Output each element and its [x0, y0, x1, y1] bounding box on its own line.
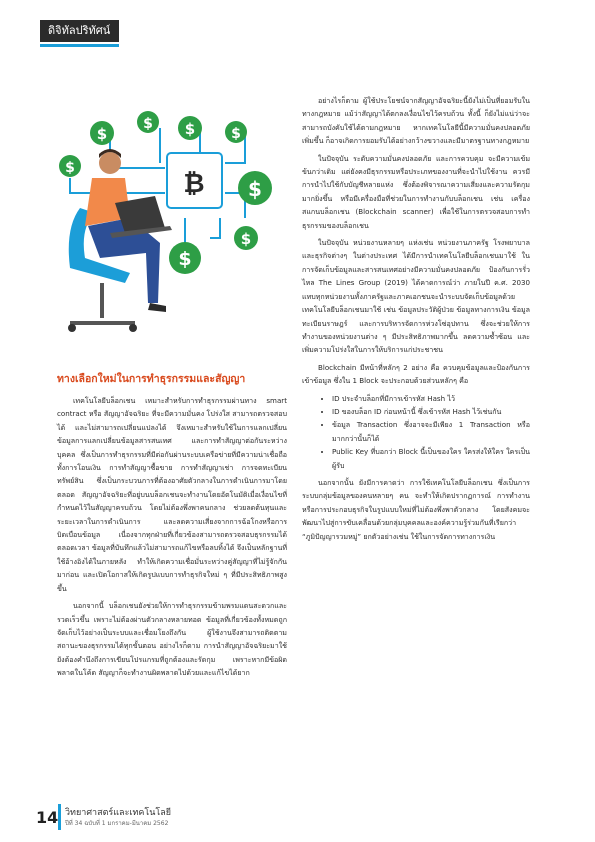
column-right — [302, 94, 530, 547]
section-title: ทางเลือกใหม่ในการทำธุรกรรมและสัญญา — [57, 373, 246, 385]
column-left — [57, 394, 287, 684]
svg-text:$: $ — [240, 230, 252, 248]
svg-text:$: $ — [178, 248, 192, 270]
list-item: • Public Key ที่บอกว่า Block นี้เป็นของใคร ใครส่งให้ใคร ใครเป็นผู้รับ — [332, 445, 530, 472]
svg-text:₿: ₿ — [183, 169, 205, 199]
section-tag-underline — [40, 44, 119, 47]
svg-text:$: $ — [96, 125, 108, 143]
paragraph: ในปัจจุบัน ระดับความมั่นคงปลอดภัย และการควบคุม จะมีความเข้มข้นกว่าเดิม แต่ยังคงมีธุรกรรมหรือประเภทของงานที่จะนำไปใช้งาน ควรมีการนำไปใช้กับบัญชีหลายแห่ง ซึ่งต้องพิจารณาความเสี่ยงและความรัดกุมมากยิ่งขึ้น หรือมีเครื่องมือที่ช่วยในการทำงานกับบล็อกเชน เช่น เครื่องสแกนบล็อกเชน (Blockchain scanner) เพื่อใช้ในการตรวจสอบการทำธุรกรรมของบล็อกเชน — [302, 153, 530, 230]
svg-text:$: $ — [65, 160, 75, 176]
paragraph: ในปัจจุบัน หน่วยงานหลายๆ แห่งเช่น หน่วยงานภาครัฐ โรงพยาบาล และธุรกิจต่างๆ ในต่างประเทศ ได้มีการนำเทคโนโลยีบล็อกเชนมาใช้ ในการจัดเก็บข้อมูลและสารสนเทศอย่างมีความมั่นคงปลอดภัย ป้องกันการรั่วไหล The Lines Group (2019) ได้คาดการณ์ว่า ภายในปี ค.ศ. 2030 แทบทุกหน่วยงานทั้งภาครัฐและภาคเอกชนจะนำระบบจัดเก็บข้อมูลด้วยเทคโนโลยีบล็อกเชนมาใช้ เช่น ข้อมูลประวัติผู้ป่วย ข้อมูลทางการเงิน ข้อมูลทะเบียนราษฎร์ และการบริหารจัดการห่วงโซ่อุปทาน ซึ่งจะช่วยให้การทำงานของหน่วยงานต่าง ๆ มีประสิทธิภาพมากขึ้น ลดความซ้ำซ้อน และเพิ่มความโปร่งใสในการให้บริการแก่ประชาชน — [302, 238, 530, 355]
bitcoin-icon — [167, 153, 222, 208]
svg-text:$: $ — [143, 116, 153, 132]
list-item: • ID ประจำบล็อกที่มีการเข้ารหัส Hash ไว้ — [332, 392, 530, 405]
page-number: 14 — [36, 808, 59, 827]
paragraph: Blockchain มีหน้าที่หลักๆ 2 อย่าง คือ ควบคุมข้อมูลและป้องกันการเข้าข้อมูล ซึ่งใน 1 Block จะประกอบด้วยส่วนหลักๆ คือ — [302, 362, 530, 386]
footer-divider — [58, 804, 61, 830]
blockchain-illustration — [40, 108, 285, 340]
svg-text:$: $ — [184, 120, 196, 138]
svg-text:$: $ — [231, 126, 241, 142]
issue-info: ปีที่ 34 ฉบับที่ 1 มกราคม-มีนาคม 2562 — [65, 820, 169, 827]
svg-text:$: $ — [248, 177, 262, 201]
list-item: • ข้อมูล Transaction ซึ่งอาจจะมีเพียง 1 Transaction หรือมากกว่านั้นก็ได้ — [332, 418, 530, 445]
magazine-title: วิทยาศาสตร์และเทคโนโลยี — [65, 808, 172, 818]
paragraph: นอกจากนั้น ยังมีการคาดว่า การใช้เทคโนโลยีบล็อกเชน ซึ่งเป็นการระบบกลุ่มข้อมูลของคนหลายๆ คน จะทำให้เกิดปรากฏการณ์ การทำงานหรือการประกอบธุรกิจในรูปแบบใหม่ที่ไม่ต้องพึ่งพาตัวกลาง โดยสังคมจะพัฒนาไปสู่การขับเคลื่อนด้วยกลุ่มบุคคลและองค์ความรู้ร่วมกันที่เรียกว่า “ภูมิปัญญารวมหมู่” ยกตัวอย่างเช่น ใช้ในการจัดการทางการเงิน — [302, 477, 530, 541]
paragraph: อย่างไรก็ตาม ผู้ใช้ประโยชน์จากสัญญาอัจฉริยะนี้ยังไม่เป็นที่ยอมรับในทางกฎหมาย แม้ว่าสัญญาได้ตกลงเงื่อนไขไว้ครบถ้วน ทั้งนี้ ก็ยังไม่แน่ว่าจะสามารถบังคับใช้ได้ตามกฎหมาย หากเทคโนโลยีนี้มีความมั่นคงปลอดภัยเพิ่มขึ้น ก็อาจเกิดการยอมรับได้อย่างกว้างขวางและมีมาตรฐานทางกฎหมาย — [302, 96, 530, 146]
paragraph: เทคโนโลยีบล็อกเชน เหมาะสำหรับการทำธุรกรรมผ่านทาง smart contract หรือ สัญญาอัจฉริยะ ที่จะมีความมั่นคง โปร่งใส สามารถตรวจสอบได้ และไม่สามารถเปลี่ยนแปลงได้ จึงเหมาะสำหรับใช้ในการแลกเปลี่ยนข้อมูลการแลกเปลี่ยนข้อมูลสารสนเทศ และการทำสัญญาต่อกันระหว่างบุคคล ซึ่งเป็นการทำธุรกรรมที่มีต่อกันผ่านระบบเครือข่ายที่มีความน่าเชื่อถือ ทั้งการโอนเงิน การทำสัญญาซื้อขาย การทำสัญญาเช่า การจดทะเบียนทรัพย์สิน ซึ่งเป็นกระบวนการที่ต้องอาศัยตัวกลางในการดำเนินการมาโดยตลอด สัญญาอัจฉริยะที่อยู่บนบล็อกเชนจะทำงานโดยอัตโนมัติเมื่อเงื่อนไขที่กำหนดไว้ในสัญญาครบถ้วน โดยไม่ต้องพึ่งพาคนกลาง ช่วยลดต้นทุนและระยะเวลาในการดำเนินการ และลดความเสี่ยงจากการฉ้อโกงหรือการบิดเบือนข้อมูล เนื่องจากทุกฝ่ายที่เกี่ยวข้องสามารถตรวจสอบธุรกรรมได้ตลอดเวลา ข้อมูลที่บันทึกแล้วไม่สามารถแก้ไขหรือลบทิ้งได้ จึงเป็นหลักฐานที่ใช้อ้างอิงได้ในภายหลัง ทำให้เกิดความเชื่อมั่นระหว่างคู่สัญญาที่ไม่รู้จักกันมาก่อน และเปิดโอกาสให้เกิดรูปแบบการทำธุรกิจใหม่ ๆ ที่มีประสิทธิภาพสูงขึ้น — [57, 396, 287, 593]
section-tag: ดิจิทัลปริทัศน์ — [40, 20, 119, 42]
paragraph: นอกจากนี้ บล็อกเชนยังช่วยให้การทำธุรกรรมข้ามพรมแดนสะดวกและรวดเร็วขึ้น เพราะไม่ต้องผ่านตัวกลางหลายทอด ข้อมูลที่เกี่ยวข้องทั้งหมดถูกจัดเก็บไว้อย่างเป็นระบบและเชื่อมโยงถึงกัน ผู้ใช้งานจึงสามารถติดตามสถานะของธุรกรรมได้ทุกขั้นตอน อย่างไรก็ตาม การนำสัญญาอัจฉริยะมาใช้ยังต้องคำนึงถึงการเขียนโปรแกรมที่ถูกต้องและรัดกุม เพราะหากมีข้อผิดพลาดในโค้ด สัญญาก็จะทำงานผิดพลาดไปด้วยและแก้ไขได้ยาก — [57, 601, 287, 678]
block-parts-list — [302, 392, 530, 472]
list-item: • ID ของบล็อก ID ก่อนหน้านี้ ซึ่งเข้ารหัส Hash ไว้เช่นกัน — [332, 405, 530, 418]
